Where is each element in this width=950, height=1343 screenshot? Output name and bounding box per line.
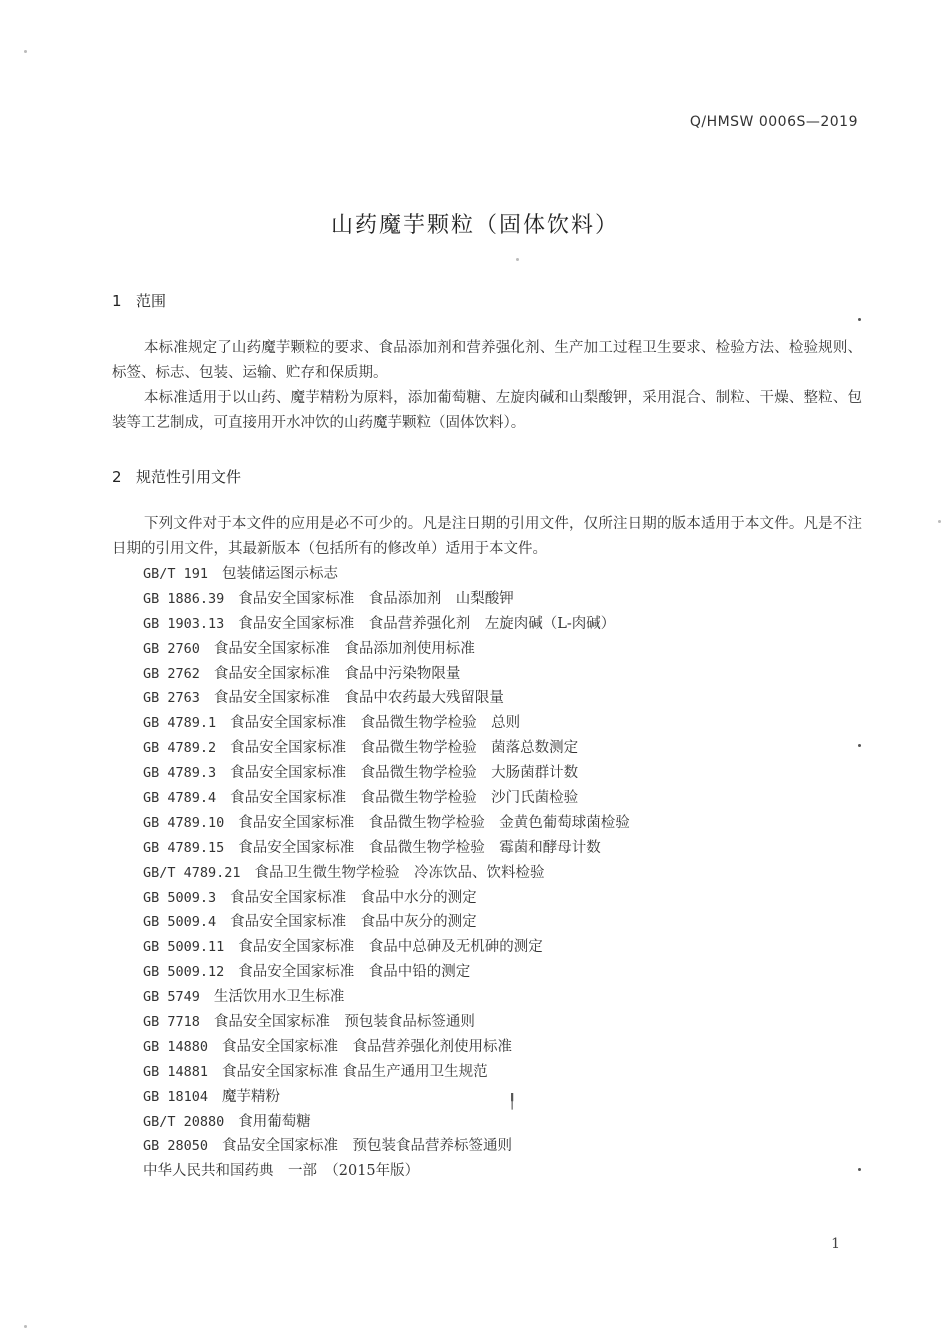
reference-title: 食品安全国家标准 食品营养强化剂使用标准: [222, 1038, 513, 1055]
scan-speck: [858, 318, 861, 321]
scope-paragraph-1: 本标准规定了山药魔芋颗粒的要求、食品添加剂和营养强化剂、生产加工过程卫生要求、检验方法、检验规则、标签、标志、包装、运输、贮存和保质期。: [112, 340, 862, 381]
reference-item: [143, 1159, 630, 1184]
reference-title: 食用葡萄糖: [238, 1113, 311, 1130]
scan-speck: [858, 744, 861, 747]
reference-title: 食品卫生微生物学检验 冷冻饮品、饮料检验: [254, 864, 545, 881]
reference-code: GB 7718: [143, 1014, 200, 1031]
reference-title: 食品安全国家标准 食品营养强化剂 左旋肉碱（L-肉碱）: [238, 615, 616, 632]
scope-paragraph-2: 本标准适用于以山药、魔芋精粉为原料，添加葡萄糖、左旋肉碱和山梨酸钾，采用混合、制粒、干燥、整粒、包装等工艺制成，可直接用开水冲饮的山药魔芋颗粒（固体饮料）。: [112, 390, 862, 431]
reference-code: GB 2760: [143, 640, 200, 657]
reference-title: 食品安全国家标准 预包装食品标签通则: [213, 1014, 475, 1031]
scan-speck: [938, 520, 941, 523]
reference-code: GB/T 20880: [143, 1113, 225, 1130]
reference-title: 食品安全国家标准 食品中铅的测定: [238, 964, 471, 981]
reference-title: 包装储运图示标志: [222, 566, 339, 582]
reference-item: [143, 686, 630, 711]
page-number: 1: [831, 1236, 840, 1252]
reference-item: [143, 786, 630, 811]
reference-code: GB 1886.39: [143, 590, 225, 607]
reference-title: 食品安全国家标准 食品生产通用卫生规范: [222, 1063, 488, 1080]
reference-title: 食品安全国家标准 食品微生物学检验 沙门氏菌检验: [230, 790, 579, 807]
reference-title: 食品安全国家标准 食品微生物学检验 大肠菌群计数: [230, 765, 579, 782]
section-heading-normative-references: [112, 466, 241, 487]
reference-code: GB 4789.2: [143, 740, 217, 757]
reference-item: [143, 1060, 630, 1085]
reference-title: 中华人民共和国药典 一部 （2015年版）: [143, 1163, 420, 1180]
reference-item: [143, 736, 630, 761]
reference-title: 食品安全国家标准 食品中水分的测定: [230, 889, 477, 906]
reference-item: [143, 861, 630, 886]
reference-title: 生活饮用水卫生标准: [213, 989, 345, 1006]
reference-title: 食品安全国家标准 食品微生物学检验 总则: [230, 715, 521, 732]
reference-code: GB/T 191: [143, 566, 209, 582]
references-intro-paragraph: 下列文件对于本文件的应用是必不可少的。凡是注日期的引用文件，仅所注日期的版本适用于本文件。凡是不注日期的引用文件，其最新版本（包括所有的修改单）适用于本文件。: [112, 516, 862, 557]
reference-item: [143, 935, 630, 960]
reference-code: GB 4789.15: [143, 839, 225, 856]
reference-item: [143, 612, 630, 637]
reference-title: 食品安全国家标准 食品中污染物限量: [213, 665, 461, 682]
reference-code: GB 5009.3: [143, 889, 217, 906]
scan-artifact-mark: ╿: [508, 1094, 517, 1110]
reference-item: [143, 910, 630, 935]
reference-title: 食品安全国家标准 食品添加剂 山梨酸钾: [238, 590, 514, 607]
standard-code: Q/HMSW 0006S—2019: [689, 114, 858, 130]
reference-item: [143, 1134, 630, 1159]
reference-code: GB 28050: [143, 1138, 209, 1155]
reference-code: GB 5009.12: [143, 964, 225, 981]
reference-item: [143, 985, 630, 1010]
reference-code: GB/T 4789.21: [143, 864, 241, 881]
reference-code: GB 5749: [143, 989, 200, 1006]
reference-code: GB 18104: [143, 1088, 209, 1105]
reference-item: [143, 836, 630, 861]
reference-title: 魔芋精粉: [222, 1088, 281, 1105]
section-title: 规范性引用文件: [136, 468, 242, 486]
reference-item: [143, 811, 630, 836]
document-title: 山药魔芋颗粒（固体饮料）: [330, 213, 619, 238]
reference-code: GB 2763: [143, 690, 200, 707]
reference-code: GB 4789.4: [143, 790, 217, 807]
scan-speck: [24, 50, 27, 53]
section-number: 1: [112, 292, 122, 310]
reference-item: [143, 1110, 630, 1135]
scan-speck: [858, 1168, 861, 1171]
reference-code: GB 4789.1: [143, 715, 217, 732]
section-number: 2: [112, 468, 122, 486]
reference-code: GB 14880: [143, 1038, 209, 1055]
section-heading-scope: [112, 290, 166, 311]
reference-item: [143, 1035, 630, 1060]
reference-code: GB 14881: [143, 1063, 209, 1080]
reference-item: [143, 960, 630, 985]
reference-title: 食品安全国家标准 食品微生物学检验 菌落总数测定: [230, 740, 579, 757]
reference-code: GB 2762: [143, 665, 200, 682]
reference-title: 食品安全国家标准 食品微生物学检验 金黄色葡萄球菌检验: [238, 814, 630, 831]
scan-speck: [24, 1325, 27, 1328]
reference-item: [143, 886, 630, 911]
scan-speck: [516, 258, 519, 261]
reference-item: [143, 761, 630, 786]
reference-code: GB 4789.3: [143, 765, 217, 782]
reference-title: 食品安全国家标准 食品微生物学检验 霉菌和酵母计数: [238, 839, 601, 856]
reference-code: GB 1903.13: [143, 615, 225, 632]
reference-title: 食品安全国家标准 食品中总砷及无机砷的测定: [238, 939, 543, 956]
reference-item: [143, 562, 630, 587]
reference-list: [143, 562, 630, 1184]
reference-title: 食品安全国家标准 食品中灰分的测定: [230, 914, 477, 931]
reference-item: [143, 662, 630, 687]
reference-code: GB 5009.11: [143, 939, 225, 956]
reference-item: [143, 637, 630, 662]
reference-item: [143, 711, 630, 736]
section-title: 范围: [136, 292, 167, 310]
reference-item: [143, 1010, 630, 1035]
reference-code: GB 5009.4: [143, 914, 217, 931]
reference-title: 食品安全国家标准 食品中农药最大残留限量: [213, 690, 504, 707]
reference-code: GB 4789.10: [143, 814, 225, 831]
reference-title: 食品安全国家标准 食品添加剂使用标准: [213, 640, 475, 657]
reference-item: [143, 1085, 630, 1110]
reference-title: 食品安全国家标准 预包装食品营养标签通则: [222, 1138, 513, 1155]
reference-item: [143, 587, 630, 612]
